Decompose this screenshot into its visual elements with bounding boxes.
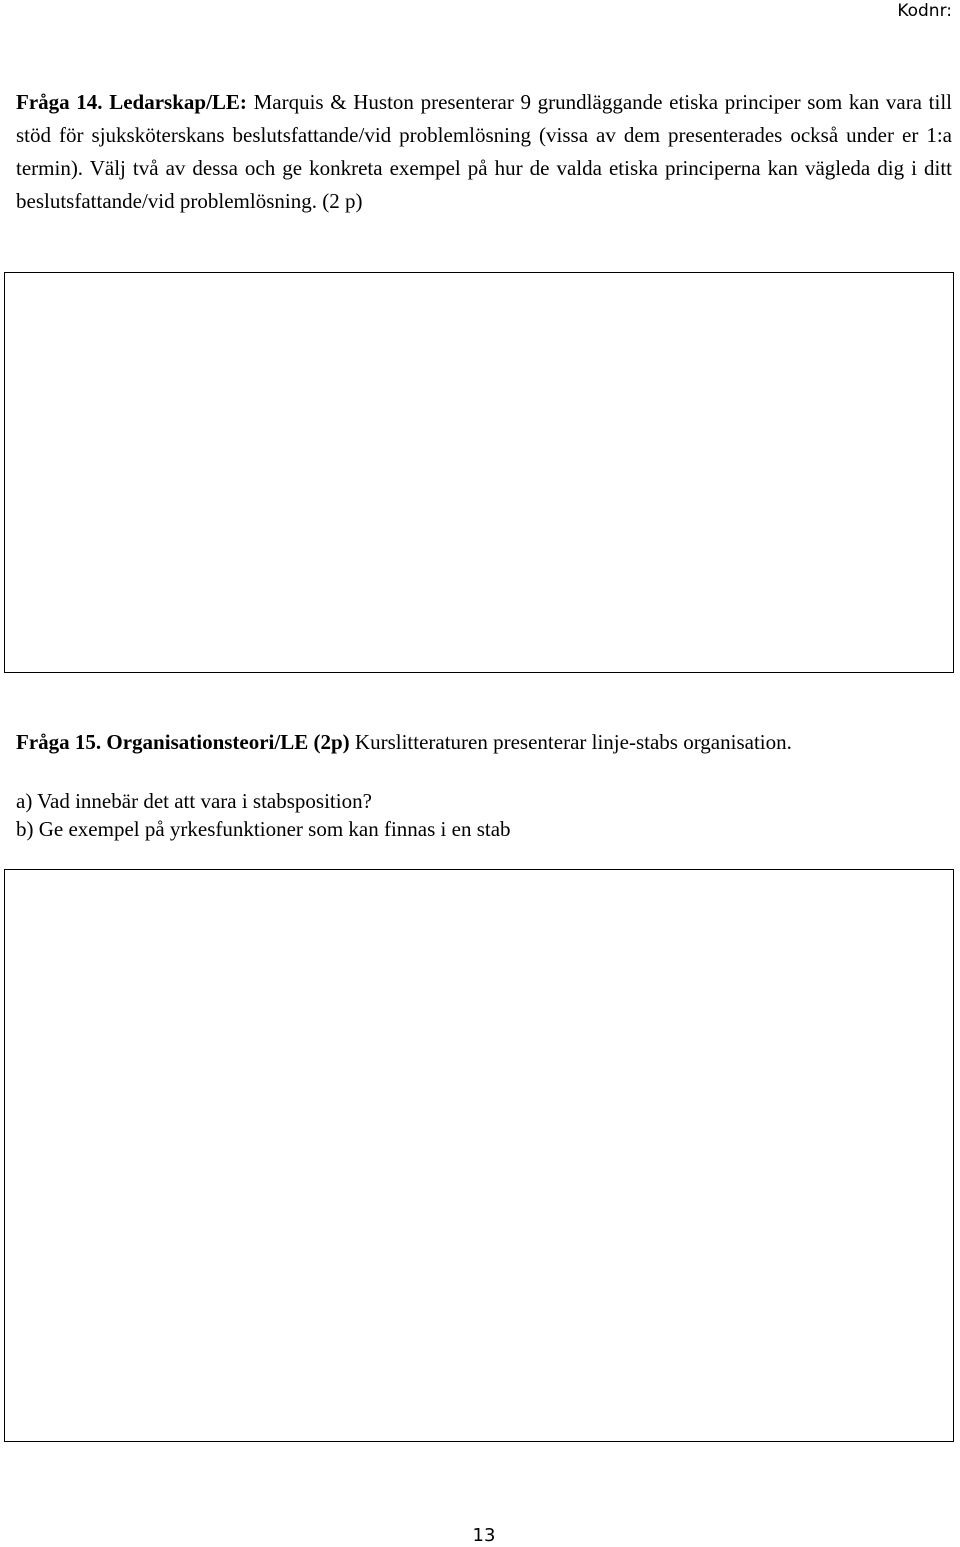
- question-15-sub-b: b) Ge exempel på yrkesfunktioner som kan finnas i en stab: [16, 817, 511, 841]
- answer-box-question-14[interactable]: [4, 272, 954, 673]
- code-number-label: Kodnr:: [897, 1, 952, 21]
- question-14-body: Marquis & Huston presenterar 9 grundläggande etiska principer som kan vara till stöd för sjuksköterskans beslutsfattande/vid problemlösning (vissa av dem presenterades också under er 1:a termin). Välj två av dessa och ge konkreta exempel på hur de valda etiska principerna kan vägleda dig i ditt beslutsfattande/vid problemlösning. (2 p): [16, 90, 953, 213]
- question-15: [16, 726, 952, 843]
- question-15-body: Kurslitteraturen presenterar linje-stabs organisation.: [354, 730, 792, 754]
- page-number: 13: [472, 1525, 496, 1546]
- question-14: [16, 86, 952, 218]
- question-15-sub-a: a) Vad innebär det att vara i stabsposition?: [16, 789, 372, 813]
- question-15-title: Fråga 15. Organisationsteori/LE (2p): [16, 730, 350, 754]
- question-14-title: Fråga 14. Ledarskap/LE:: [16, 90, 247, 114]
- answer-box-question-15[interactable]: [4, 869, 954, 1442]
